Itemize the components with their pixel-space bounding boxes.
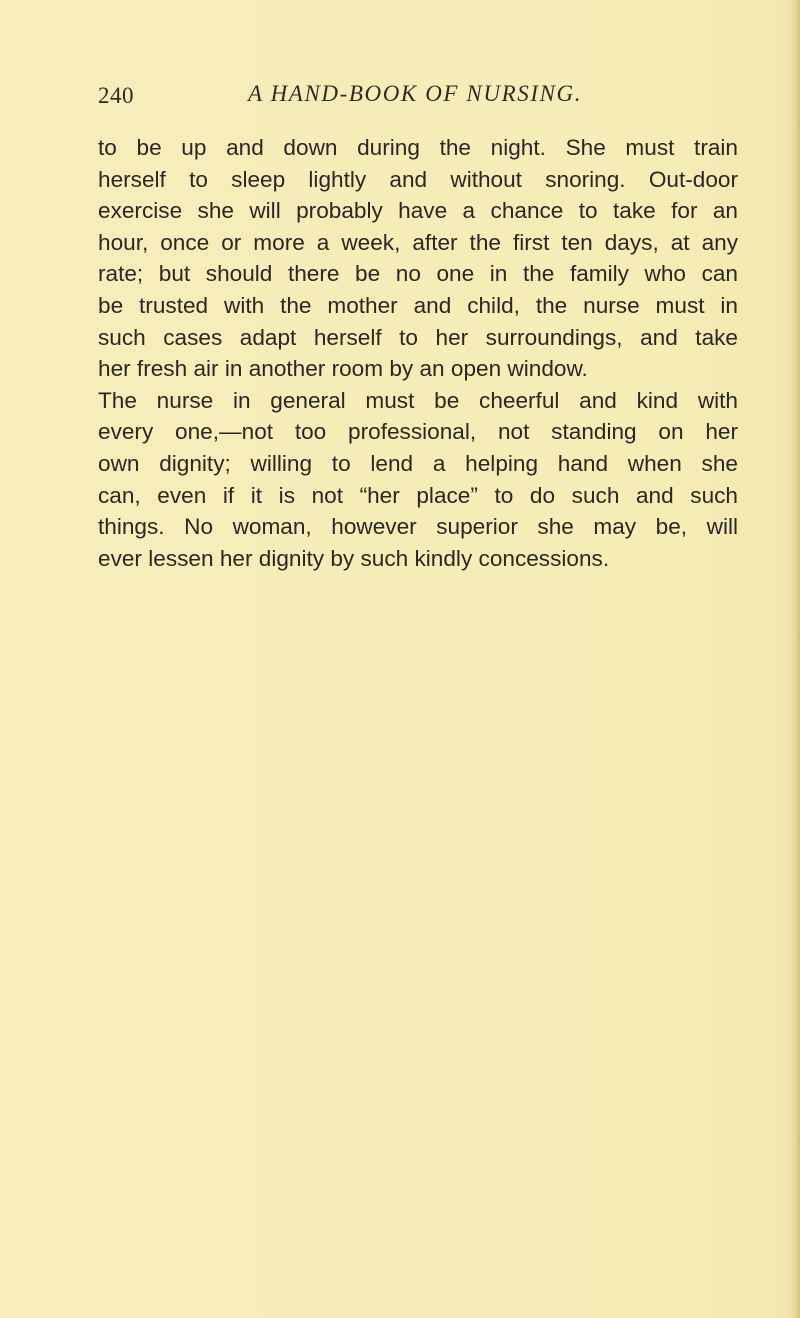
text-line: The nurse in general must be cheerful and kind with xyxy=(98,387,738,413)
text-line: ever lessen her dignity by such kindly concessions. xyxy=(98,545,610,571)
running-title: A HAND-BOOK OF NURSING. xyxy=(248,81,583,106)
text-line: to be up and down during the night. She must train xyxy=(98,135,738,160)
text-line: herself to sleep lightly and without snoring. Out-door xyxy=(98,166,738,192)
text-line: her fresh air in another room by an open window. xyxy=(98,356,588,382)
text-line: be trusted with the mother and child, the nurse must in xyxy=(98,292,738,318)
text-line: things. No woman, however superior she may be, will xyxy=(98,514,738,540)
text-line: own dignity; willing to lend a helping hand when she xyxy=(98,450,738,476)
text-line: hour, once or more a week, after the first ten days, at any xyxy=(98,229,738,255)
body-text xyxy=(98,132,738,574)
text-line: rate; but should there be no one in the family who can xyxy=(98,261,738,287)
text-line: can, even if it is not “her place” to do such and such xyxy=(98,482,738,508)
running-head xyxy=(98,81,718,111)
text-line: such cases adapt herself to her surroundings, and take xyxy=(98,324,738,350)
text-line: every one,—not too professional, not standing on her xyxy=(98,419,738,445)
page-number: 240 xyxy=(98,83,134,108)
text-line: exercise she will probably have a chance to take for an xyxy=(98,198,738,224)
page-edge-shadow xyxy=(794,0,800,1318)
